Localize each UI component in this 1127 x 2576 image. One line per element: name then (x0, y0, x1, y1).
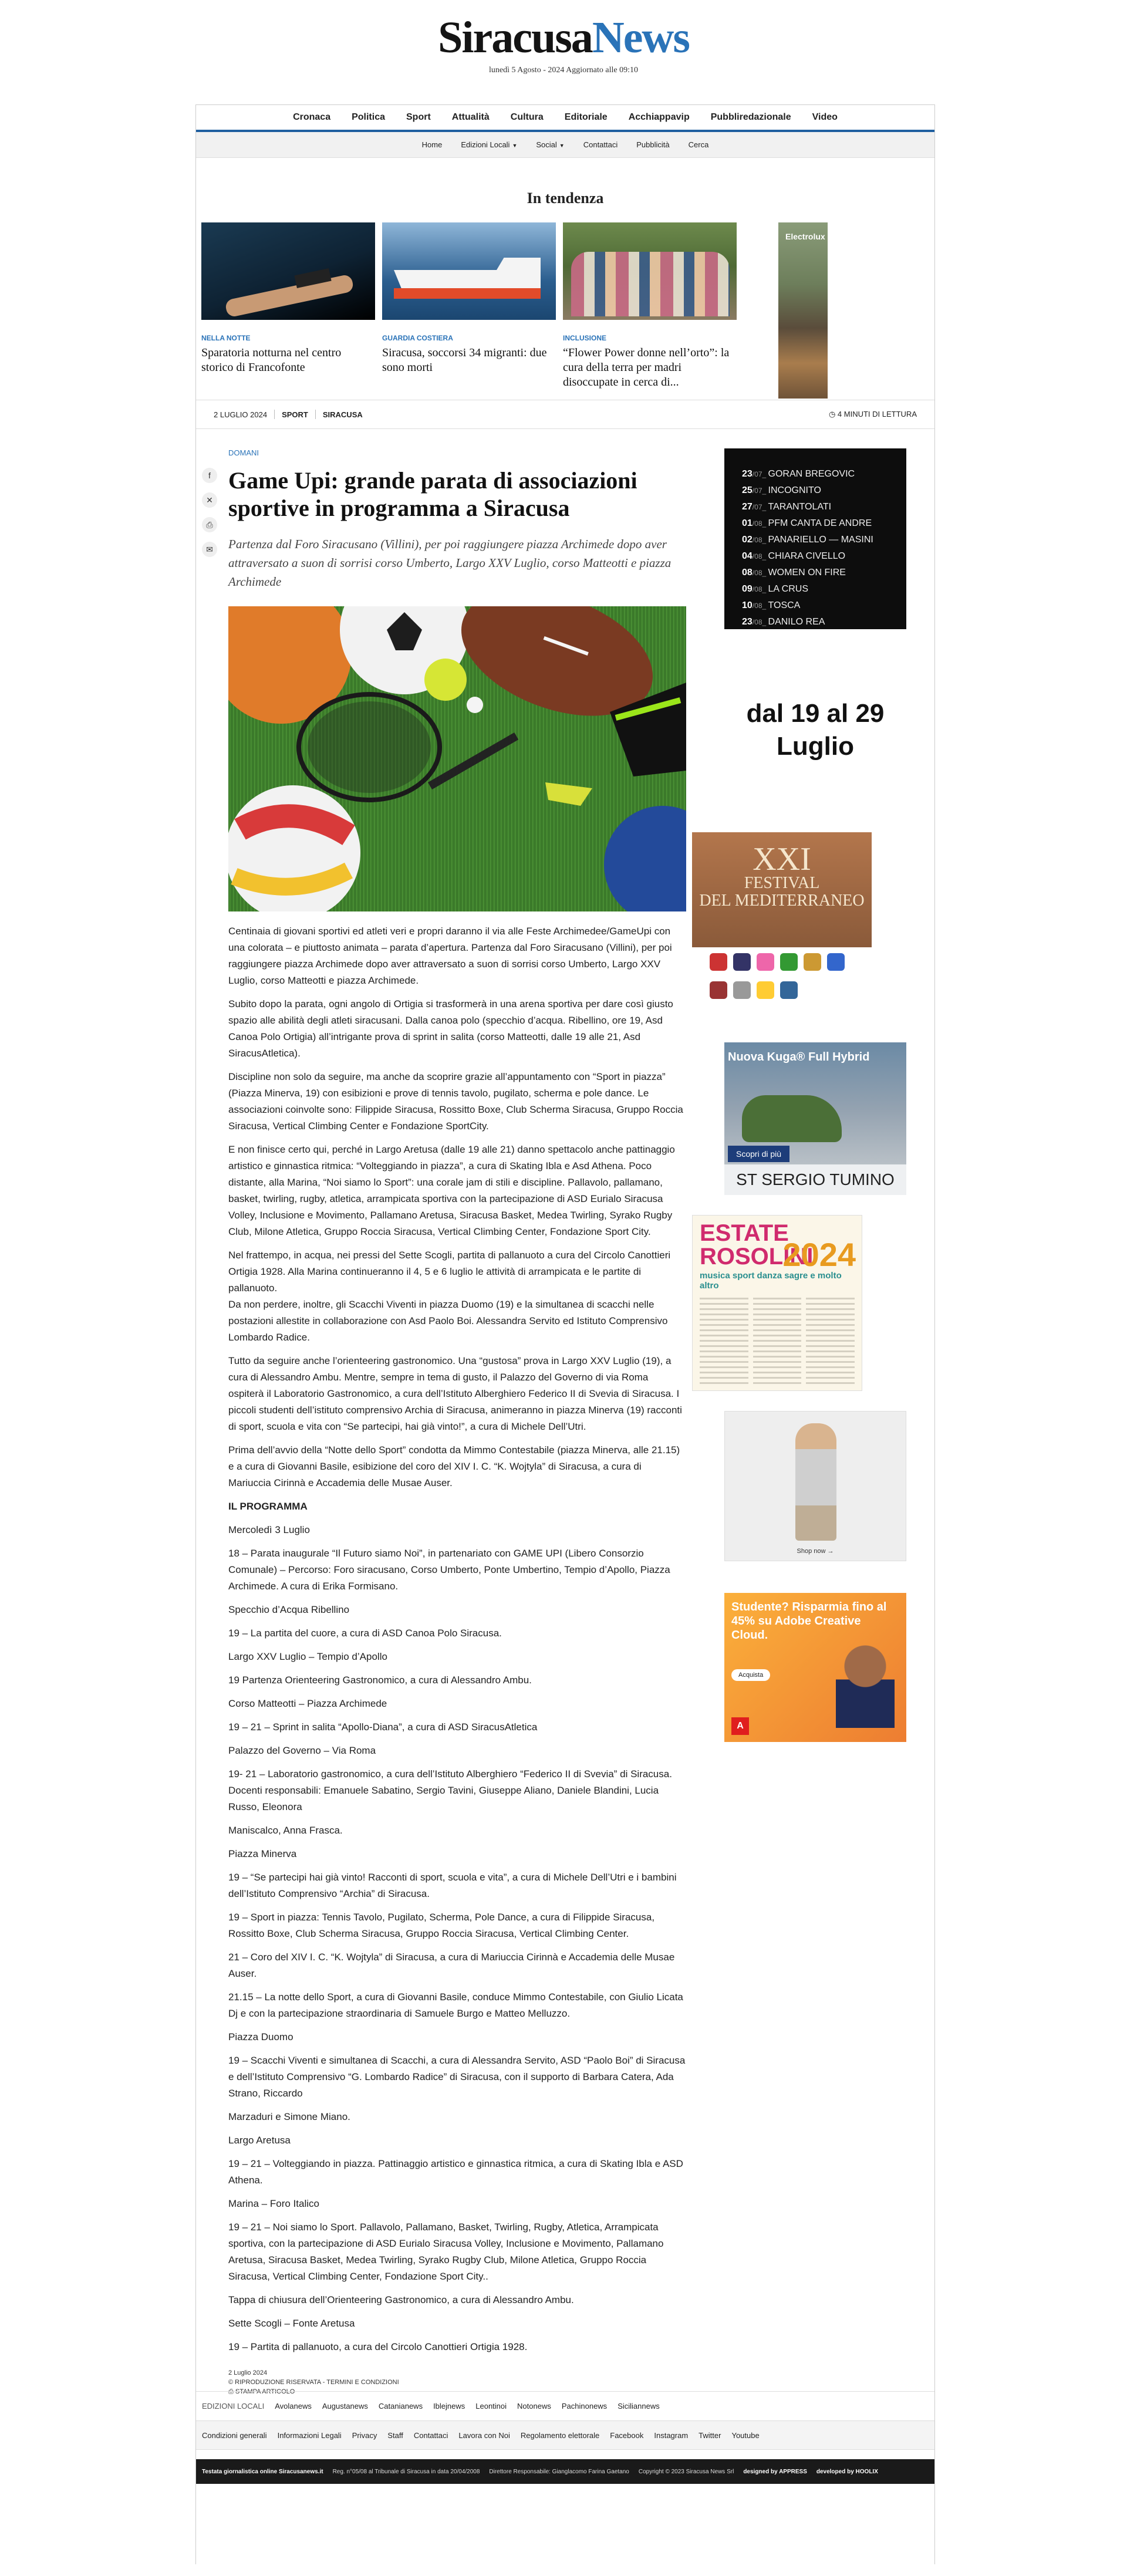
sponsor-logos (692, 947, 872, 1010)
program-item: 19- 21 – Laboratorio gastronomico, a cura dell’Istituto Alberghiero “Federico II di Svevia” di Siracusa. Docenti responsabili: Emanuele Sabatino, Sergio Tavini, Giuseppe Aliano, Daniele Blandini, Lucia Russo, Eleonora (228, 1768, 672, 1812)
program-item: Mercoledì 3 Luglio (228, 1524, 310, 1535)
lineup-row: 01/08_ PFM CANTA DE ANDRE (742, 518, 872, 528)
program-item: 19 – Partita di pallanuoto, a cura del Circolo Canottieri Ortigia 1928. (228, 2341, 528, 2352)
nav-politica[interactable]: Politica (352, 112, 385, 122)
ad-fashion[interactable] (724, 1411, 906, 1561)
subnav-pubblicita[interactable]: Pubblicità (636, 140, 670, 149)
footer-link[interactable]: Informazioni Legali (277, 2430, 342, 2440)
footnote-date: 2 Luglio 2024 (228, 2369, 268, 2376)
dateline: lunedì 5 Agosto - 2024 Aggiornato alle 09:10 (489, 66, 638, 75)
email-icon[interactable]: ✉ (202, 542, 217, 557)
program-item: Maniscalco, Anna Frasca. (228, 1825, 343, 1836)
subnav-edizioni[interactable]: Edizioni Locali ▼ (461, 140, 518, 149)
program-item: Palazzo del Governo – Via Roma (228, 1745, 376, 1756)
ad-festival-lineup[interactable] (724, 448, 906, 629)
trending-image[interactable] (563, 222, 737, 320)
program-item: Largo XXV Luglio – Tempio d’Apollo (228, 1651, 387, 1662)
program-item: 21 – Coro del XIV I. C. “K. Wojtyla” di Siracusa, a cura di Mariuccia Cirinnà e Accademia delle Musae Auser. (228, 1952, 675, 1979)
program-item: Sette Scogli – Fonte Aretusa (228, 2318, 355, 2329)
nav-video[interactable]: Video (812, 112, 838, 122)
legal-name: Testata giornalistica online Siracusanews.it (202, 2468, 323, 2475)
lineup-row: 04/08_ CHIARA CIVELLO (742, 551, 846, 561)
trending-category[interactable]: GUARDIA COSTIERA (382, 334, 453, 342)
ad-estate-rosolini[interactable]: ESTATE ROSOLINI 2024 musica sport danza sagre e molto altro (692, 1215, 862, 1391)
event-schedule (693, 1293, 862, 1390)
model-image (795, 1423, 836, 1541)
program-item: 19 Partenza Orienteering Gastronomico, a cura di Alessandro Ambu. (228, 1674, 532, 1686)
ad-ford-kuga[interactable] (724, 1042, 906, 1195)
adobe-title: Studente? Risparmia fino al 45% su Adobe Creative Cloud. (731, 1601, 887, 1642)
chevron-down-icon: ▼ (559, 143, 565, 148)
twitter-icon[interactable]: ✕ (202, 492, 217, 508)
nav-cultura[interactable]: Cultura (510, 112, 544, 122)
program-item: Specchio d’Acqua Ribellino (228, 1604, 350, 1615)
print-article-link[interactable]: ⎙ STAMPA ARTICOLO (228, 2388, 295, 2395)
article-city[interactable]: SIRACUSA (322, 410, 363, 419)
festival-poster: XXI FESTIVAL DEL MEDITERRANEO (692, 832, 872, 947)
ad-festival-mediterraneo[interactable] (692, 832, 874, 967)
footer-edition-link[interactable]: Notonews (517, 2402, 551, 2410)
sports-balls-illustration (228, 606, 686, 911)
electrolux-logo: Electrolux (785, 232, 825, 241)
program-item: 19 – Sport in piazza: Tennis Tavolo, Pugilato, Scherma, Pole Dance, a cura di Filippide Siracusa, Rossitto Boxe, Club Scherma Siracusa, Gruppo Roccia Siracusa, Vertical Climbing Center. (228, 1912, 655, 1939)
ad-electrolux[interactable] (778, 222, 828, 399)
footer-edition-link[interactable]: Augustanews (322, 2402, 368, 2410)
nav-sport[interactable]: Sport (406, 112, 431, 122)
chevron-down-icon: ▼ (512, 143, 518, 148)
trending-title: In tendenza (527, 190, 604, 207)
editions-label: EDIZIONI LOCALI (202, 2402, 265, 2410)
article-body (228, 923, 686, 2355)
main-nav (196, 105, 934, 132)
trending-card[interactable] (382, 222, 556, 390)
adobe-logo: A (731, 1717, 749, 1735)
nav-editoriale[interactable]: Editoriale (564, 112, 608, 122)
ad-adobe[interactable] (724, 1593, 906, 1742)
program-item: 19 – Scacchi Viventi e simultanea di Scacchi, a cura di Alessandra Servito, ASD “Paolo Boi” di Siracusa e dell’Istituto Comprensivo “G. Lombardo Radice” di Siracusa, con il supporto di Barbara Catera, Ada Strano, Riccardo (228, 2055, 686, 2099)
sidebar (699, 448, 906, 1742)
adobe-cta-button[interactable]: Acquista (731, 1669, 770, 1681)
site-logo[interactable]: SiracusaNews (438, 13, 689, 62)
footer-link[interactable]: Instagram (654, 2430, 689, 2440)
kuga-cta-button[interactable]: Scopri di più (728, 1146, 789, 1162)
footer-edition-link[interactable]: Leontinoi (475, 2402, 507, 2410)
print-icon: ⎙ (228, 2388, 235, 2395)
article-headline: Game Upi: grande parata di associazioni sportive in programma a Siracusa (228, 467, 637, 521)
sub-nav (196, 132, 934, 158)
article (228, 448, 686, 2396)
lineup-row: 25/07_ INCOGNITO (742, 485, 821, 495)
article-subhead: Partenza dal Foro Siracusano (Villini), per poi raggiungere piazza Archimede dopo aver attraversato a suon di sorrisi corso Umberto, Largo XXV Luglio, corso Matteotti e piazza Archimede (228, 537, 672, 589)
article-date: 2 LUGLIO 2024 (214, 410, 268, 419)
footer-edition-link[interactable]: Iblejnews (433, 2402, 465, 2410)
trending-category[interactable]: NELLA NOTTE (201, 334, 251, 342)
legal-director: Direttore Responsabile: Gianglacomo Farina Gaetano (489, 2468, 629, 2475)
trending-card[interactable] (563, 222, 737, 390)
footer-edition-link[interactable]: Siciliannews (618, 2402, 660, 2410)
article-hero-image (228, 606, 686, 911)
program-item: Marina – Foro Italico (228, 2198, 319, 2209)
dealer-name: ST SERGIO TUMINO (724, 1164, 906, 1195)
program-item: Tappa di chiusura dell’Orienteering Gastronomico, a cura di Alessandro Ambu. (228, 2294, 574, 2305)
footer-edition-link[interactable]: Pachinonews (561, 2402, 608, 2410)
nav-pubbliredazionale[interactable]: Pubbliredazionale (710, 112, 791, 122)
program-item: 19 – La partita del cuore, a cura di ASD Canoa Polo Siracusa. (228, 1628, 502, 1639)
footer-link[interactable]: Staff (387, 2430, 403, 2440)
footer-legal (196, 2459, 934, 2484)
article-meta-bar (196, 400, 934, 429)
article-paragraph: Tutto da seguire anche l’orienteering gastronomico. Una “gustosa” prova in Largo XXV Luglio (19), a cura di Alessandro Ambu. Mentre, sempre in tema di gusto, il Palazzo del Governo di via Roma ospiterà il Laboratorio Gastronomico, a cura dell’Istituto Alberghiero Federico II di Svevia di Siracusa. I piccoli studenti dell’istituto comprensivo Archia di Siracusa, animeranno in piazza Minerva (19) racconti di sport, scuola e vita con “Se partecipi, hai già vinto!”, a cura di Michele Dell’Utri. (228, 1355, 682, 1432)
program-item: Largo Aretusa (228, 2135, 291, 2146)
footer-editions (196, 2391, 934, 2420)
lineup-row: 09/08_ LA CRUS (742, 584, 808, 594)
trending-card[interactable] (201, 222, 375, 390)
trending-row (201, 222, 737, 390)
program-item: 19 – 21 – Volteggiando in piazza. Pattinaggio artistico e ginnastica ritmica, a cura di Skating Ibla e ASD Athena. (228, 2158, 683, 2186)
legal-copyright: Copyright © 2023 Siracusa News Srl (638, 2468, 734, 2475)
nav-acchiappavip[interactable]: Acchiappavip (628, 112, 690, 122)
trending-image[interactable] (382, 222, 556, 320)
footer-link[interactable]: Twitter (699, 2430, 721, 2440)
footer-edition-link[interactable]: Avolanews (275, 2402, 312, 2410)
article-section[interactable]: SPORT (282, 410, 308, 419)
developed-by[interactable]: developed by HOOLIX (816, 2468, 878, 2475)
footer-link[interactable]: Condizioni generali (202, 2430, 267, 2440)
subnav-contattaci[interactable]: Contattaci (583, 140, 618, 149)
program-item: Piazza Duomo (228, 2031, 293, 2042)
program-item: 19 – “Se partecipi hai già vinto! Racconti di sport, scuola e vita”, a cura di Michele Dell’Utri e i bambini dell’Istituto Comprensivo “Archia” di Siracusa. (228, 1872, 677, 1899)
article-paragraph: Subito dopo la parata, ogni angolo di Ortigia si trasformerà in una arena sportiva per dare così giusto spazio alle abilità degli atleti siracusani. Dalla canoa polo (specchio d’acqua. Ribellino, ore 19, Asd Canoa Polo Ortigia) all’intrigante prova di sprint in salita (corso Matteotti, dalle 19 alle 21, Asd SiracusAtletica). (228, 998, 673, 1059)
footer-link[interactable]: Youtube (731, 2430, 760, 2440)
masthead (0, 0, 1127, 104)
subnav-home[interactable]: Home (421, 140, 443, 149)
article-paragraph: Nel frattempo, in acqua, nei pressi del Sette Scogli, partita di pallanuoto a cura del Circolo Canottieri Ortigia 1928. Alla Marina continueranno il 4, 5 e 6 luglio le attività di arrampicata e le partite di pallanuoto. Da non perdere, inoltre, gli Scacchi Viventi in piazza Duomo (19) e la simultanea di scacchi nelle postazioni allestite in collaborazione con Asd Paolo Boi. Alessandra Servito ed Istituto Comprensivo Lombardo Radice. (228, 1250, 671, 1343)
dates-banner[interactable]: dal 19 al 29 Luglio (746, 699, 885, 761)
facebook-icon[interactable]: f (202, 468, 217, 483)
person-image (836, 1640, 895, 1728)
lineup-row: 02/08_ PANARIELLO — MASINI (742, 535, 873, 545)
footer-link[interactable]: Facebook (610, 2430, 644, 2440)
trending-image[interactable] (201, 222, 375, 320)
shop-now-link[interactable]: Shop now → (797, 1548, 834, 1555)
trending-headline[interactable]: Sparatoria notturna nel centro storico di Francofonte (201, 346, 342, 374)
footer-link[interactable]: Contattaci (413, 2430, 448, 2440)
divider (315, 410, 316, 419)
kuga-title: Nuova Kuga® Full Hybrid (728, 1051, 870, 1064)
share-bar (202, 468, 217, 566)
footer-link[interactable]: Privacy (352, 2430, 377, 2440)
program-item: Piazza Minerva (228, 1848, 297, 1859)
trending-headline[interactable]: Siracusa, soccorsi 34 migranti: due sono morti (382, 346, 547, 374)
article-paragraph: Centinaia di giovani sportivi ed atleti veri e propri daranno il via alle Feste Archimedee/GameUpi con una colorata – e piuttosto animata – parata d’apertura. Partenza dal Foro Siracusano (Villini), per poi raggiungere piazza Archimede dopo aver attraversato a suon di sorrisi corso Umberto, Largo XXV Luglio, corso Matteotti e piazza Archimede. (228, 926, 672, 986)
program-item: 18 – Parata inaugurale “Il Futuro siamo Noi”, in partenariato con GAME UPI (Libero Consorzio Comunale) – Percorso: Foro siracusano, Corso Umberto, Ponte Umbertino, Tempio d’Apollo, Piazza Archimede. A cura di Erika Formisano. (228, 1548, 670, 1592)
footer-links (196, 2420, 934, 2450)
program-heading: IL PROGRAMMA (228, 1501, 308, 1512)
program-list (228, 1522, 686, 2355)
trending-headline[interactable]: “Flower Power donne nell’orto”: la cura della terra per madri disoccupate in cerca di... (563, 346, 730, 389)
car-image (742, 1095, 842, 1142)
page-frame (195, 104, 935, 2564)
read-time: ◷ 4 MINUTI DI LETTURA (828, 410, 917, 418)
lineup-row: 23/08_ DANILO REA (742, 617, 825, 627)
nav-cronaca[interactable]: Cronaca (293, 112, 331, 122)
designed-by[interactable]: designed by APPRESS (743, 2468, 807, 2475)
article-paragraph: Prima dell’avvio della “Notte dello Sport” condotta da Mimmo Contestabile (piazza Minerva, alle 21.15) e a cura di Giovanni Basile, esibizione del coro del XIV I. C. “K. Wojtyla” di Siracusa, a cura di Mariuccia Cirinnà e Accademia delle Musae Auser. (228, 1444, 680, 1488)
nav-attualita[interactable]: Attualità (451, 112, 490, 122)
program-item: Corso Matteotti – Piazza Archimede (228, 1698, 387, 1709)
subnav-cerca[interactable]: Cerca (688, 140, 709, 149)
lineup-row: 27/07_ TARANTOLATI (742, 502, 832, 512)
trending-category[interactable]: INCLUSIONE (563, 334, 607, 342)
clock-icon: ◷ (828, 410, 838, 418)
lineup-row: 08/08_ WOMEN ON FIRE (742, 568, 846, 578)
legal-reg: Reg. n°05/08 al Tribunale di Siracusa in data 20/04/2008 (332, 2468, 480, 2475)
footer-link[interactable]: Regolamento elettorale (520, 2430, 600, 2440)
subnav-social[interactable]: Social ▼ (536, 140, 565, 149)
footnote-rights[interactable]: © RIPRODUZIONE RISERVATA - TERMINI E CONDIZIONI (228, 2379, 399, 2386)
program-item: 19 – 21 – Noi siamo lo Sport. Pallavolo, Pallamano, Basket, Twirling, Rugby, Atletica, Arrampicata sportiva, con la partecipazione di ASD Eurialo Siracusa Volley, Inclusione e Movimento, Pallamano Aretusa, Siracusa Basket, Medea Twirling, Syrako Rugby Club, Milone Atletica, Gruppo Roccia Siracusa, Vertical Climbing Center, Fondazione Sport City.. (228, 2221, 664, 2282)
divider (274, 410, 275, 419)
lineup-row: 10/08_ TOSCA (742, 600, 801, 610)
article-paragraph: E non finisce certo qui, perché in Largo Aretusa (dalle 19 alle 21) danno spettacolo anche pattinaggio artistico e ginnastica ritmica: “Volteggiando in piazza”, a cura di Skating Ibla e Asd Athena. Poco distante, alla Marina, “Noi siamo lo Sport”: una corale jam di stili e discipline. Pallavolo, pallamano, basket, twirling, rugby, atletica, arrampicata sportiva con la partecipazione di ASD Eurialo Siracusa Volley, Inclusione e Movimento, Pallamano Aretusa, Siracusa Basket, Medea Twirling, Syrako Rugby Club, Milone Atletica, Gruppo Roccia Siracusa, Vertical Climbing Center, Fondazione Sport City. (228, 1144, 675, 1237)
footer-edition-link[interactable]: Catanianews (378, 2402, 423, 2410)
program-item: 21.15 – La notte dello Sport, a cura di Giovanni Basile, conduce Mimmo Contestabile, con Giulio Licata Dj e con la partecipazione straordinaria di Samuele Burgo e Matteo Melluzzo. (228, 1991, 683, 2019)
article-paragraph: Discipline non solo da seguire, ma anche da scoprire grazie all’appuntamento con “Sport in piazza” (Piazza Minerva, 19) con esibizioni e prove di tennis tavolo, pugilato, scherma e pole dance. Le associazioni coinvolte sono: Filippide Siracusa, Rossitto Boxe, Club Scherma Siracusa, Gruppo Roccia Siracusa, Vertical Climbing Center e Fondazione SportCity. (228, 1071, 683, 1132)
program-item: Marzaduri e Simone Miano. (228, 2111, 350, 2122)
footer-link[interactable]: Lavora con Noi (458, 2430, 510, 2440)
lineup-row: 23/07_ GORAN BREGOVIC (742, 469, 855, 479)
print-icon[interactable]: ⎙ (202, 517, 217, 532)
program-item: 19 – 21 – Sprint in salita “Apollo-Diana”, a cura di ASD SiracusAtletica (228, 1721, 538, 1733)
article-kicker: DOMANI (228, 448, 259, 457)
